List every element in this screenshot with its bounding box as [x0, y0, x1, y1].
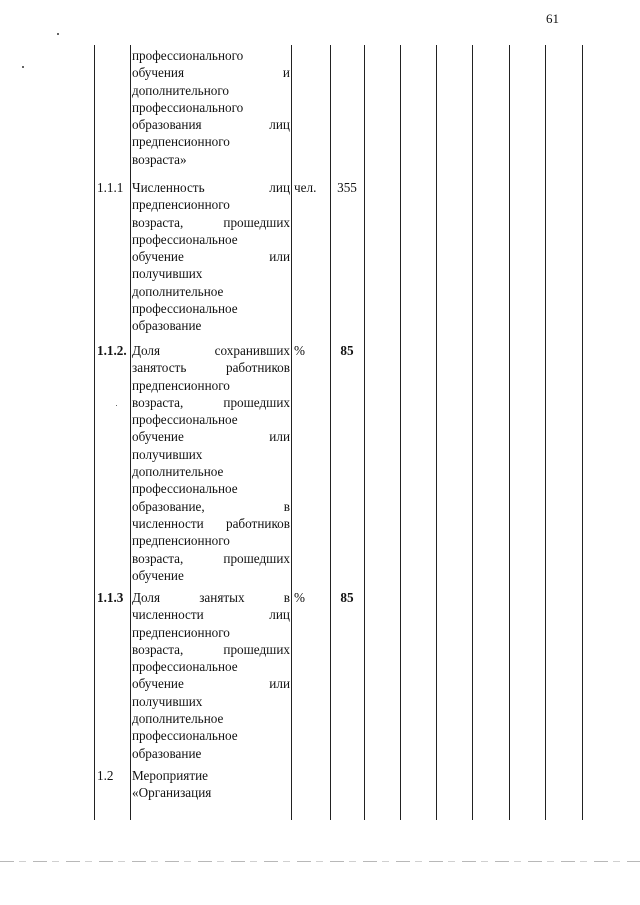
- description-line: обучение или: [132, 249, 290, 265]
- grid-line: [582, 45, 583, 820]
- description-line: предпенсионного: [132, 377, 230, 393]
- row-description: [132, 47, 290, 168]
- description-line: предпенсионного: [132, 624, 230, 640]
- description-line: численности работников: [132, 515, 290, 531]
- description-line: возраста»: [132, 151, 187, 167]
- row-unit: %: [294, 590, 305, 605]
- description-line: получивших: [132, 693, 203, 709]
- description-line: обучения и: [132, 65, 290, 81]
- row-unit: %: [294, 343, 305, 358]
- description-line: профессиональное: [132, 728, 238, 744]
- description-line: профессиональное: [132, 231, 238, 247]
- row-value: 355: [337, 180, 357, 195]
- description-line: профессиональное: [132, 412, 238, 428]
- description-line: предпенсионного: [132, 134, 230, 150]
- description-line: получивших: [132, 266, 203, 282]
- description-line: профессиональное: [132, 301, 238, 317]
- description-line: получивших: [132, 446, 203, 462]
- description-line: возраста, прошедших: [132, 550, 290, 566]
- description-line: возраста, прошедших: [132, 394, 290, 410]
- row-value: 85: [340, 590, 354, 605]
- description-line: предпенсионного: [132, 533, 230, 549]
- grid-line: [130, 45, 131, 820]
- grid-line: [330, 45, 331, 820]
- scan-artifact-line: [0, 861, 640, 862]
- row-description: [132, 179, 290, 335]
- grid-line: [291, 45, 292, 820]
- grid-line: [472, 45, 473, 820]
- description-line: профессиональное: [132, 481, 238, 497]
- description-line: Мероприятие: [132, 768, 209, 783]
- row-number: 1.2: [97, 768, 114, 783]
- grid-line: [436, 45, 437, 820]
- row-number: 1.1.2.: [97, 343, 127, 358]
- description-line: образование, в: [132, 498, 290, 514]
- scan-speck: [57, 33, 59, 35]
- page-number: 61: [546, 11, 559, 26]
- description-line: Доля сохранивших: [132, 343, 290, 358]
- row-number: 1.1.1: [97, 180, 124, 195]
- description-line: профессиональное: [132, 659, 238, 675]
- grid-line: [545, 45, 546, 820]
- description-line: профессионального: [132, 48, 244, 63]
- description-line: образование: [132, 745, 202, 761]
- grid-line: [509, 45, 510, 820]
- description-line: обучение: [132, 567, 184, 583]
- row-value: 85: [340, 343, 354, 358]
- description-line: численности лиц: [132, 607, 290, 623]
- row-unit: чел.: [294, 180, 317, 195]
- description-line: обучение или: [132, 676, 290, 692]
- description-line: дополнительное: [132, 283, 224, 299]
- row-description: [132, 342, 290, 584]
- row-number: 1.1.3: [97, 590, 124, 605]
- description-line: образование: [132, 318, 202, 334]
- scan-speck: [116, 405, 117, 406]
- description-line: занятость работников: [132, 360, 290, 376]
- row-description: [132, 589, 290, 762]
- row-description: [132, 767, 290, 802]
- description-line: дополнительное: [132, 711, 224, 727]
- grid-line: [94, 45, 95, 820]
- description-line: «Организация: [132, 785, 212, 801]
- description-line: обучение или: [132, 429, 290, 445]
- description-line: дополнительного: [132, 82, 230, 98]
- description-line: Доля занятых в: [132, 590, 290, 605]
- scan-speck: [22, 66, 24, 68]
- description-line: предпенсионного: [132, 197, 230, 213]
- description-line: возраста, прошедших: [132, 214, 290, 230]
- description-line: образования лиц: [132, 117, 290, 133]
- description-line: Численность лиц: [132, 180, 290, 195]
- grid-line: [400, 45, 401, 820]
- description-line: дополнительное: [132, 464, 224, 480]
- description-line: возраста, прошедших: [132, 641, 290, 657]
- grid-line: [364, 45, 365, 820]
- description-line: профессионального: [132, 99, 244, 115]
